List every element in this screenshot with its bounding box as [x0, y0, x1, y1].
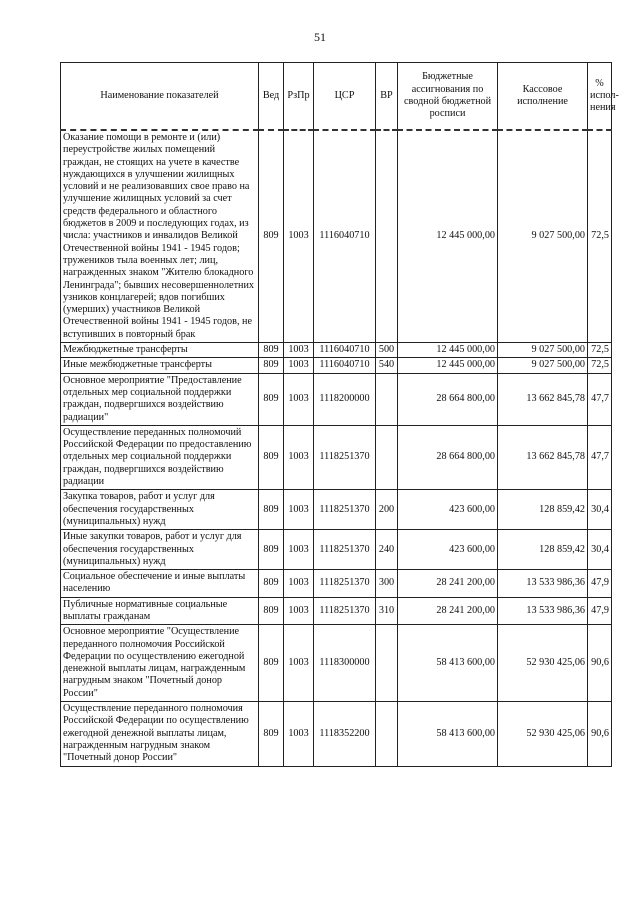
cell-cash: 13 533 986,36 [498, 597, 588, 625]
cell-name: Публичные нормативные социальные выплаты гражданам [61, 597, 259, 625]
cell-vr [376, 625, 398, 702]
cell-name: Оказание помощи в ремонте и (или) переустройстве жилых помещений граждан, не стоящих на учете в качестве нуждающихся в улучшении жилищных условий и не реализовавших свое право на улучшение жилищных условий за счет средств федерального и областного бюджетов в 2009 и последующих годах, из числа: участников и инвалидов Великой Отечественной войны 1941 - 1945 годов; тружеников тыла военных лет; лиц, награжденных знаком "Жителю блокадного Ленинграда"; бывших несовершеннолетних узников концлагерей; вдов погибших (умерших) участников Великой Отечественной войны 1941 - 1945 годов, не вступивших в повторный брак [61, 130, 259, 343]
cell-vr: 240 [376, 530, 398, 570]
cell-pct: 47,9 [588, 597, 612, 625]
cell-csr: 1118251370 [314, 530, 376, 570]
cell-pct: 90,6 [588, 702, 612, 766]
page-number: 51 [314, 30, 326, 44]
cell-rzpr: 1003 [284, 373, 314, 425]
cell-vr [376, 425, 398, 489]
cell-rzpr: 1003 [284, 597, 314, 625]
cell-vr: 310 [376, 597, 398, 625]
cell-budget: 12 445 000,00 [398, 343, 498, 358]
header-ved: Вед [259, 63, 284, 131]
cell-rzpr: 1003 [284, 130, 314, 343]
cell-csr: 1118251370 [314, 597, 376, 625]
cell-budget: 58 413 600,00 [398, 702, 498, 766]
cell-budget: 58 413 600,00 [398, 625, 498, 702]
header-budget: Бюджетные ассигнования по сводной бюджетной росписи [398, 63, 498, 131]
cell-budget: 423 600,00 [398, 530, 498, 570]
cell-budget: 28 664 800,00 [398, 425, 498, 489]
table-row [61, 130, 612, 343]
cell-vr: 540 [376, 358, 398, 373]
cell-ved: 809 [259, 343, 284, 358]
cell-cash: 128 859,42 [498, 530, 588, 570]
cell-pct: 47,9 [588, 570, 612, 598]
cell-csr: 1118251370 [314, 570, 376, 598]
cell-csr: 1118251370 [314, 490, 376, 530]
cell-ved: 809 [259, 570, 284, 598]
cell-vr: 200 [376, 490, 398, 530]
cell-name: Закупка товаров, работ и услуг для обеспечения государственных (муниципальных) нужд [61, 490, 259, 530]
cell-pct: 72,5 [588, 358, 612, 373]
cell-csr: 1118251370 [314, 425, 376, 489]
cell-csr: 1118300000 [314, 625, 376, 702]
cell-budget: 28 241 200,00 [398, 570, 498, 598]
table-row [61, 702, 612, 766]
cell-rzpr: 1003 [284, 570, 314, 598]
cell-budget: 28 241 200,00 [398, 597, 498, 625]
table-row [61, 490, 612, 530]
cell-csr: 1118352200 [314, 702, 376, 766]
table-row [61, 343, 612, 358]
cell-cash: 9 027 500,00 [498, 358, 588, 373]
cell-name: Социальное обеспечение и иные выплаты населению [61, 570, 259, 598]
cell-name: Основное мероприятие "Осуществление переданного полномочия Российской Федерации по осуществлению ежегодной денежной выплаты лицам, награжденным нагрудным знаком "Почетный донор России" [61, 625, 259, 702]
cell-csr: 1116040710 [314, 130, 376, 343]
budget-execution-table [60, 62, 619, 767]
cell-vr [376, 373, 398, 425]
cell-vr [376, 702, 398, 766]
cell-ved: 809 [259, 702, 284, 766]
cell-cash: 13 662 845,78 [498, 425, 588, 489]
cell-budget: 12 445 000,00 [398, 130, 498, 343]
cell-name: Иные закупки товаров, работ и услуг для обеспечения государственных (муниципальных) нужд [61, 530, 259, 570]
cell-csr: 1118200000 [314, 373, 376, 425]
cell-name: Иные межбюджетные трансферты [61, 358, 259, 373]
cell-ved: 809 [259, 597, 284, 625]
cell-vr [376, 130, 398, 343]
table-header-row [61, 63, 612, 131]
cell-budget: 28 664 800,00 [398, 373, 498, 425]
header-name: Наименование показателей [61, 63, 259, 131]
cell-rzpr: 1003 [284, 490, 314, 530]
cell-ved: 809 [259, 425, 284, 489]
cell-cash: 9 027 500,00 [498, 343, 588, 358]
table-row [61, 358, 612, 373]
cell-pct: 90,6 [588, 625, 612, 702]
cell-rzpr: 1003 [284, 425, 314, 489]
cell-ved: 809 [259, 358, 284, 373]
cell-pct: 72,5 [588, 130, 612, 343]
header-rzpr: РзПр [284, 63, 314, 131]
cell-vr: 500 [376, 343, 398, 358]
cell-cash: 52 930 425,06 [498, 702, 588, 766]
header-vr: ВР [376, 63, 398, 131]
cell-budget: 12 445 000,00 [398, 358, 498, 373]
table-row [61, 425, 612, 489]
cell-ved: 809 [259, 625, 284, 702]
header-csr: ЦСР [314, 63, 376, 131]
cell-pct: 47,7 [588, 373, 612, 425]
cell-name: Осуществление переданных полномочий Российской Федерации по предоставлению отдельных мер социальной поддержки граждан, подвергшихся воздействию радиации [61, 425, 259, 489]
table-body [61, 130, 612, 766]
cell-cash: 9 027 500,00 [498, 130, 588, 343]
table-row [61, 530, 612, 570]
cell-name: Межбюджетные трансферты [61, 343, 259, 358]
cell-rzpr: 1003 [284, 625, 314, 702]
cell-cash: 52 930 425,06 [498, 625, 588, 702]
cell-name: Основное мероприятие "Предоставление отдельных мер социальной поддержки граждан, подвергшихся воздействию радиации" [61, 373, 259, 425]
cell-ved: 809 [259, 130, 284, 343]
cell-rzpr: 1003 [284, 702, 314, 766]
table-row [61, 597, 612, 625]
cell-csr: 1116040710 [314, 358, 376, 373]
cell-budget: 423 600,00 [398, 490, 498, 530]
cell-rzpr: 1003 [284, 530, 314, 570]
header-cash: Кассовое исполнение [498, 63, 588, 131]
cell-cash: 128 859,42 [498, 490, 588, 530]
table-row [61, 373, 612, 425]
cell-name: Осуществление переданного полномочия Российской Федерации по осуществлению ежегодной денежной выплаты лицам, награжденным нагрудным знаком "Почетный донор России" [61, 702, 259, 766]
cell-pct: 30,4 [588, 530, 612, 570]
cell-ved: 809 [259, 530, 284, 570]
cell-ved: 809 [259, 490, 284, 530]
cell-rzpr: 1003 [284, 343, 314, 358]
cell-cash: 13 533 986,36 [498, 570, 588, 598]
table-row [61, 570, 612, 598]
cell-vr: 300 [376, 570, 398, 598]
cell-rzpr: 1003 [284, 358, 314, 373]
cell-pct: 30,4 [588, 490, 612, 530]
cell-pct: 47,7 [588, 425, 612, 489]
cell-pct: 72,5 [588, 343, 612, 358]
cell-cash: 13 662 845,78 [498, 373, 588, 425]
header-pct: % испол-нения [588, 63, 612, 131]
cell-ved: 809 [259, 373, 284, 425]
table-row [61, 625, 612, 702]
cell-csr: 1116040710 [314, 343, 376, 358]
